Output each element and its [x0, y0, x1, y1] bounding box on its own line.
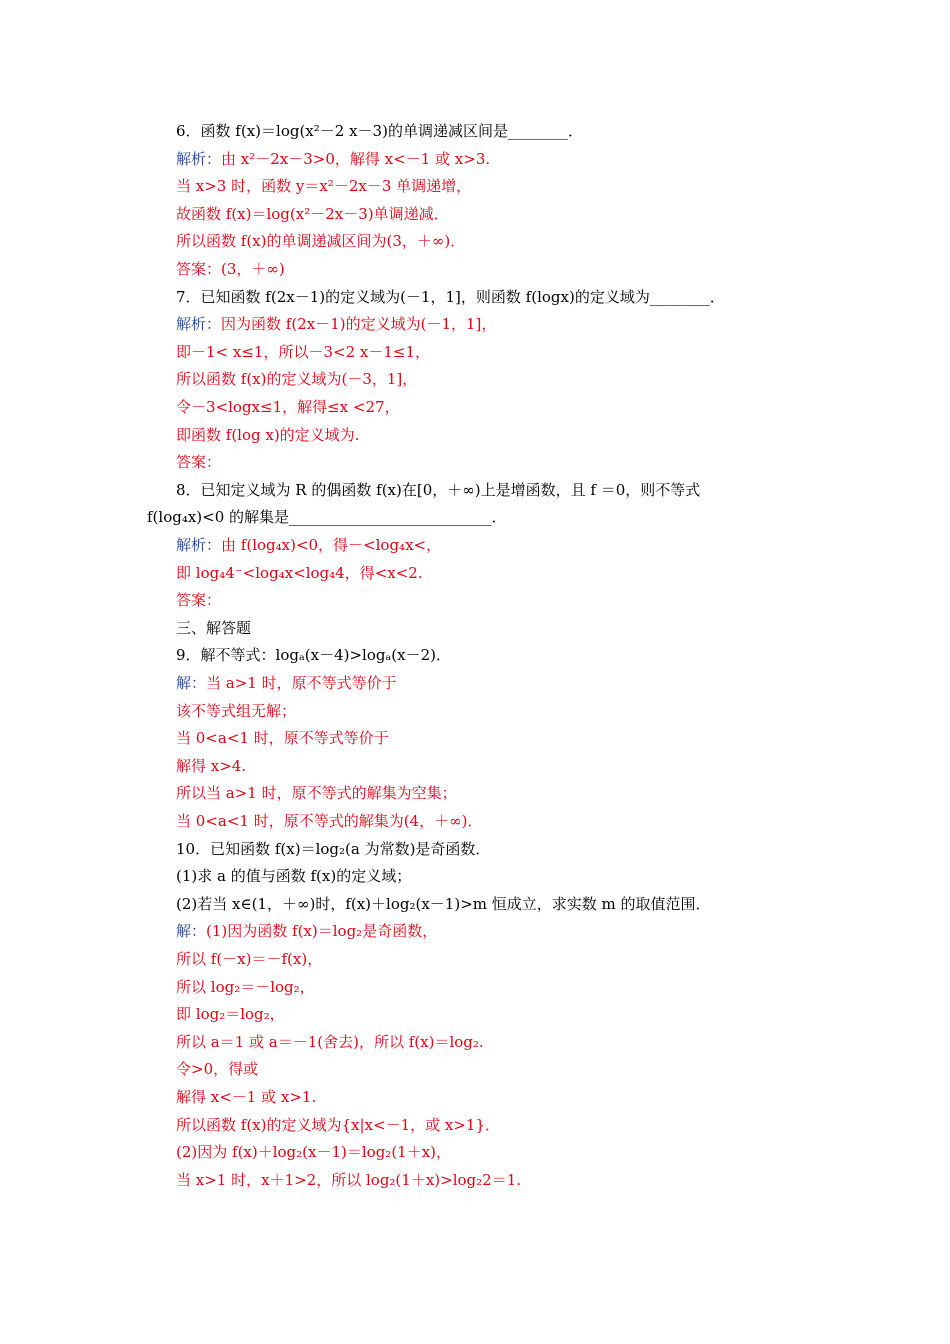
line-text: 答案：(3，＋∞)	[176, 260, 285, 278]
text-line	[176, 728, 389, 748]
line-text: 所以函数 f(x)的定义域为{x|x<－1，或 x>1}．	[176, 1116, 500, 1134]
line-text: 6．函数 f(x)＝log(x²－2 x－3)的单调递减区间是________．	[176, 122, 583, 140]
text-line	[176, 452, 221, 472]
solution-label: 解析：	[176, 150, 222, 168]
line-text: 所以当 a>1 时，原不等式的解集为空集；	[176, 784, 457, 802]
text-line	[176, 645, 451, 665]
text-line	[147, 507, 507, 527]
text-line	[176, 425, 359, 445]
text-line	[176, 231, 465, 251]
text-line	[176, 480, 700, 500]
text-line	[176, 1087, 316, 1107]
line-text: 即 log₂＝log₂，	[176, 1005, 285, 1023]
line-text: (2)因为 f(x)＋log₂(x－1)＝log₂(1＋x)，	[176, 1143, 452, 1161]
line-text: 三、解答题	[176, 619, 252, 637]
line-text: 7．已知函数 f(2x－1)的定义域为(－1，1]，则函数 f(logx)的定义域为________．	[176, 288, 725, 306]
text-line	[176, 369, 417, 389]
line-text: 由 f(log₄x)<0，得－<log₄x<，	[221, 536, 442, 554]
solution-label: 解析：	[176, 536, 222, 554]
line-text: (1)因为函数 f(x)＝log₂是奇函数，	[206, 922, 438, 940]
line-text: 所以 f(－x)＝－f(x)，	[176, 950, 323, 968]
line-text: 该不等式组无解；	[176, 702, 297, 720]
line-text: 当 0<a<1 时，原不等式等价于	[176, 729, 389, 747]
line-text: 当 x>1 时，x＋1>2，所以 log₂(1＋x)>log₂2＝1.	[176, 1171, 522, 1189]
line-text: 10．已知函数 f(x)＝log₂(a 为常数)是奇函数．	[176, 840, 491, 858]
line-text: 所以 a＝1 或 a＝－1(舍去)，所以 f(x)＝log₂.	[176, 1033, 484, 1051]
text-line	[176, 121, 583, 141]
text-line	[176, 259, 285, 279]
text-line	[176, 563, 423, 583]
line-text: 答案：	[176, 591, 222, 609]
text-line	[176, 673, 397, 693]
text-line	[176, 1004, 285, 1024]
line-text: 因为函数 f(2x－1)的定义域为(－1，1]，	[221, 315, 497, 333]
text-line	[176, 701, 296, 721]
text-line	[176, 977, 315, 997]
text-line	[176, 618, 251, 638]
text-line	[176, 756, 246, 776]
text-line	[176, 811, 482, 831]
text-line	[176, 1059, 258, 1079]
line-text: 令>0，得或	[176, 1060, 259, 1078]
text-line	[176, 314, 496, 334]
text-line	[176, 839, 490, 859]
text-line	[176, 1115, 500, 1135]
line-text: 当 x>3 时，函数 y＝x²－2x－3 单调递增，	[176, 177, 472, 195]
text-line	[176, 535, 441, 555]
line-text: 令－3<logx≤1，解得≤x <27，	[176, 398, 400, 416]
line-text: 即 log₄4⁻<log₄x<log₄4，得<x<2.	[176, 564, 423, 582]
text-line	[176, 783, 457, 803]
solution-label: 解：	[176, 674, 207, 692]
line-text: 解得 x>4.	[176, 757, 247, 775]
text-line	[176, 287, 725, 307]
line-text: 故函数 f(x)＝log(x²－2x－3)单调递减．	[176, 205, 449, 223]
text-line	[176, 1142, 451, 1162]
line-text: 所以 log₂＝－log₂，	[176, 978, 315, 996]
line-text: 解得 x<－1 或 x>1.	[176, 1088, 317, 1106]
text-line	[176, 1170, 521, 1190]
line-text: 答案：	[176, 453, 222, 471]
text-line	[176, 949, 322, 969]
text-line	[176, 149, 490, 169]
text-line	[176, 866, 411, 886]
line-text: (1)求 a 的值与函数 f(x)的定义域；	[176, 867, 412, 885]
line-text: 即函数 f(log x)的定义域为.	[176, 426, 360, 444]
text-line	[176, 204, 449, 224]
line-text: 当 a>1 时，原不等式等价于	[206, 674, 397, 692]
line-text: 即－1< x≤1，所以－3<2 x－1≤1，	[176, 343, 430, 361]
line-text: 当 0<a<1 时，原不等式的解集为(4，＋∞)．	[176, 812, 483, 830]
line-text: 所以函数 f(x)的定义域为(－3，1]，	[176, 370, 418, 388]
line-text: 9．解不等式：logₐ(x－4)>logₐ(x－2)．	[176, 646, 451, 664]
text-line	[176, 1032, 484, 1052]
text-line	[176, 590, 221, 610]
text-line	[176, 397, 400, 417]
text-line	[176, 342, 430, 362]
text-line	[176, 921, 437, 941]
line-text: 8．已知定义域为 R 的偶函数 f(x)在[0，＋∞)上是增函数，且 f ＝0，则不等式	[176, 481, 701, 499]
solution-label: 解析：	[176, 315, 222, 333]
line-text: 所以函数 f(x)的单调递减区间为(3，＋∞)．	[176, 232, 466, 250]
line-text: (2)若当 x∈(1，＋∞)时，f(x)＋log₂(x－1)>m 恒成立，求实数 m 的取值范围．	[176, 895, 711, 913]
line-text: 由 x²－2x－3>0，解得 x<－1 或 x>3.	[221, 150, 491, 168]
text-line	[176, 176, 471, 196]
text-line	[176, 894, 711, 914]
line-text: f(log₄x)<0 的解集是___________________________．	[147, 508, 507, 526]
solution-label: 解：	[176, 922, 207, 940]
